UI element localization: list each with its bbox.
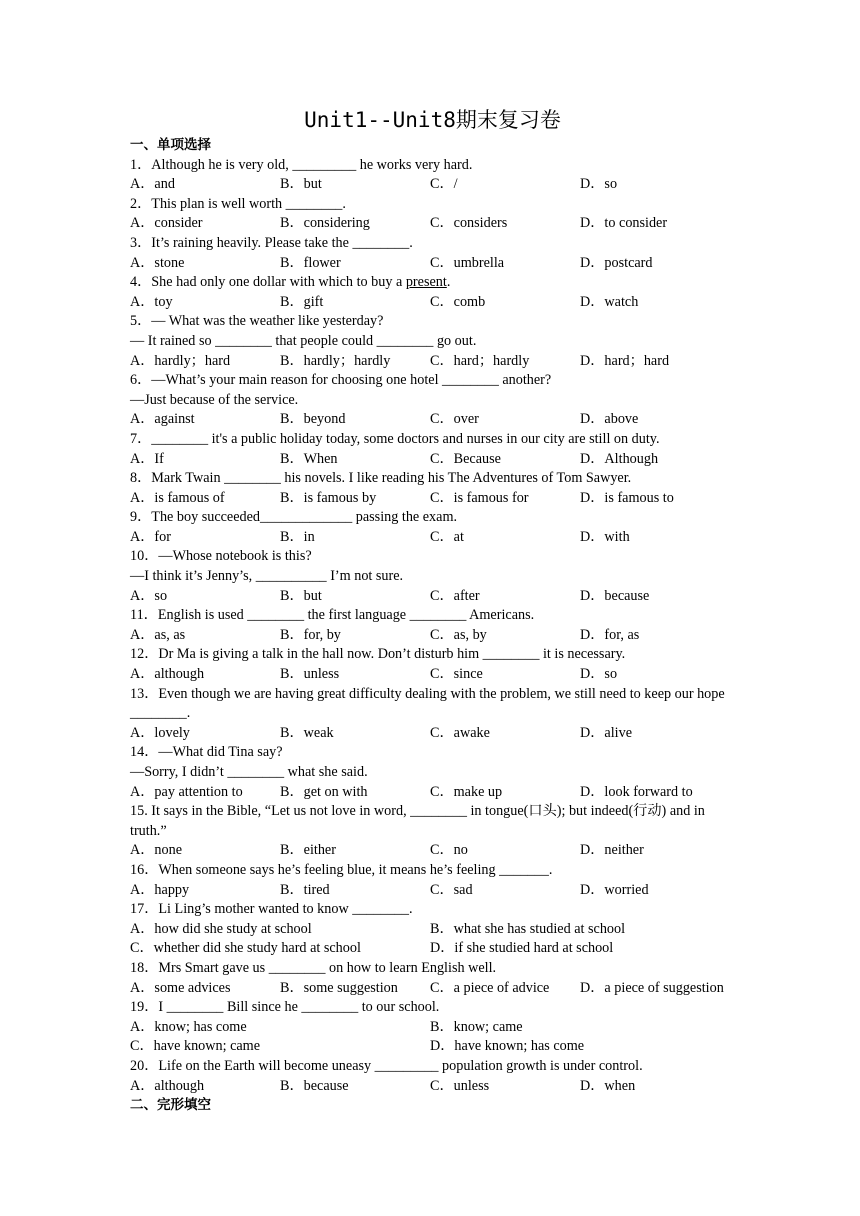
option-c: C．over: [430, 411, 479, 428]
question-stem: 2．This plan is well worth ________.: [130, 195, 346, 212]
option-d: D．a piece of suggestion: [580, 979, 724, 996]
option-a: A．pay attention to: [130, 783, 243, 800]
option-row: [130, 783, 735, 803]
question-stem: 18．Mrs Smart gave us ________ on how to learn English well.: [130, 959, 497, 976]
document-page: [130, 104, 735, 1116]
option-a: A．against: [130, 411, 195, 428]
stem-end: .: [446, 274, 451, 291]
question-15: [130, 802, 735, 861]
question-9: [130, 508, 735, 547]
question-stem: —Just because of the service.: [130, 391, 299, 408]
question-16: [130, 861, 735, 900]
question-1: [130, 156, 735, 195]
option-b: B．because: [280, 1077, 349, 1094]
option-b: B．what she has studied at school: [430, 920, 626, 937]
option-row: [130, 1018, 735, 1038]
option-c: C．make up: [430, 783, 503, 800]
option-d: D．above: [580, 411, 639, 428]
option-d: D．alive: [580, 724, 633, 741]
option-b: B．weak: [280, 724, 334, 741]
option-d: D．have known; has come: [430, 1038, 585, 1055]
option-c: C．a piece of advice: [430, 979, 550, 996]
option-d: D．if she studied hard at school: [430, 940, 614, 957]
question-10: [130, 547, 735, 606]
option-a: A．If: [130, 450, 164, 467]
option-b: B．unless: [280, 666, 340, 683]
option-d: D．hard；hard: [580, 352, 670, 369]
question-stem: —Sorry, I didn’t ________ what she said.: [130, 764, 368, 780]
option-b: B．flower: [280, 254, 341, 271]
option-b: B．tired: [280, 881, 330, 898]
option-d: D．with: [580, 528, 630, 545]
option-c: C．/: [430, 176, 458, 193]
option-row: [130, 410, 735, 430]
question-13: [130, 685, 735, 744]
question-stem: [130, 273, 735, 293]
question-stem: 20．Life on the Earth will become uneasy _________ population growth is under control.: [130, 1057, 643, 1074]
option-a: A．consider: [130, 215, 203, 232]
option-d: D．Although: [580, 450, 659, 467]
option-b: B．gift: [280, 293, 324, 310]
question-11: [130, 606, 735, 645]
question-6: [130, 371, 735, 430]
question-20: [130, 1057, 735, 1096]
question-stem: 17．Li Ling’s mother wanted to know ________.: [130, 901, 413, 918]
option-c: C．have known; came: [130, 1038, 261, 1055]
option-a: A．for: [130, 528, 171, 545]
question-stem: 7．________ it's a public holiday today, some doctors and nurses in our city are still on duty.: [130, 430, 660, 447]
option-row: [130, 1077, 735, 1097]
question-5: [130, 312, 735, 371]
option-b: B．some suggestion: [280, 979, 398, 996]
option-a: A．although: [130, 666, 205, 683]
section-heading-cloze: 二、完形填空: [130, 1097, 211, 1114]
option-d: D．look forward to: [580, 783, 693, 800]
option-c: C．no: [430, 842, 468, 859]
option-b: B．know; came: [430, 1018, 523, 1035]
option-a: A．is famous of: [130, 489, 225, 506]
option-row: [130, 175, 735, 195]
question-stem: 6．—What’s your main reason for choosing one hotel ________ another?: [130, 372, 552, 389]
question-stem: —I think it’s Jenny’s, __________ I’m not sure.: [130, 568, 404, 585]
question-stem: 8．Mark Twain ________ his novels. I like reading his The Adventures of Tom Sawyer.: [130, 470, 632, 487]
option-b: B．When: [280, 450, 338, 467]
question-stem: 10．—Whose notebook is this?: [130, 548, 312, 565]
option-b: B．hardly；hardly: [280, 352, 391, 369]
option-d: D．so: [580, 176, 618, 193]
option-a: A．hardly；hard: [130, 352, 231, 369]
option-c: C．hard；hardly: [430, 352, 530, 369]
option-a: A．toy: [130, 293, 173, 310]
option-c: C．awake: [430, 724, 490, 741]
option-d: D．when: [580, 1077, 636, 1094]
option-row: [130, 450, 735, 470]
option-row: [130, 881, 735, 901]
question-stem: 15. It says in the Bible, “Let us not love in word, ________ in tongue(口头); but indeed(行动) and in truth.”: [130, 803, 705, 839]
option-row: [130, 214, 735, 234]
question-3: [130, 234, 735, 273]
option-row: [130, 1037, 735, 1057]
question-12: [130, 645, 735, 684]
option-d: D．to consider: [580, 215, 668, 232]
option-c: C．sad: [430, 881, 473, 898]
option-d: D．because: [580, 587, 650, 604]
page-title: Unit1--Unit8期末复习卷: [304, 108, 561, 132]
option-b: B．but: [280, 587, 322, 604]
question-7: [130, 430, 735, 469]
question-stem: — It rained so ________ that people could ________ go out.: [130, 332, 477, 349]
option-a: A．and: [130, 176, 175, 193]
option-b: B．for, by: [280, 626, 341, 643]
option-d: D．watch: [580, 293, 639, 310]
option-a: A．as, as: [130, 626, 186, 643]
question-2: [130, 195, 735, 234]
option-a: A．know; has come: [130, 1018, 247, 1035]
option-d: D．worried: [580, 881, 649, 898]
question-stem: 19．I ________ Bill since he ________ to our school.: [130, 999, 440, 1016]
question-stem: 9．The boy succeeded_____________ passing the exam.: [130, 509, 458, 526]
question-stem: 11．English is used ________ the first language ________ Americans.: [130, 607, 535, 624]
option-a: A．although: [130, 1077, 205, 1094]
option-a: A．how did she study at school: [130, 920, 312, 937]
question-stem: 1．Although he is very old, _________ he works very hard.: [130, 156, 473, 173]
option-b: B．get on with: [280, 783, 368, 800]
option-a: A．none: [130, 842, 183, 859]
option-d: D．postcard: [580, 254, 653, 271]
option-d: D．is famous to: [580, 489, 674, 506]
option-c: C．unless: [430, 1077, 490, 1094]
question-stem: 16．When someone says he’s feeling blue, it means he’s feeling _______.: [130, 861, 553, 878]
option-a: A．so: [130, 587, 168, 604]
option-row: [130, 587, 735, 607]
option-c: C．considers: [430, 215, 508, 232]
option-b: B．is famous by: [280, 489, 377, 506]
question-stem: 14．—What did Tina say?: [130, 744, 283, 761]
option-c: C．comb: [430, 293, 486, 310]
option-row: [130, 841, 735, 861]
option-b: B．in: [280, 528, 315, 545]
option-c: C．is famous for: [430, 489, 529, 506]
option-c: C．whether did she study hard at school: [130, 940, 361, 957]
option-b: B．but: [280, 176, 322, 193]
option-row: [130, 939, 735, 959]
question-4: [130, 273, 735, 312]
option-row: [130, 665, 735, 685]
option-c: C．Because: [430, 450, 501, 467]
stem-text: 4．She had only one dollar with which to buy a: [130, 274, 406, 291]
option-c: C．as, by: [430, 626, 487, 643]
option-row: [130, 254, 735, 274]
option-row: [130, 352, 735, 372]
question-14: [130, 743, 735, 802]
question-stem: 12．Dr Ma is giving a talk in the hall now. Don’t disturb him ________ it is necessary.: [130, 646, 626, 663]
option-d: D．so: [580, 666, 618, 683]
question-stem: 13．Even though we are having great difficulty dealing with the problem, we still need to keep our hope ________.: [130, 685, 725, 722]
section-heading-single-choice: 一、单项选择: [130, 137, 211, 153]
option-row: [130, 724, 735, 744]
option-d: D．neither: [580, 842, 644, 859]
option-row: [130, 979, 735, 999]
option-row: [130, 626, 735, 646]
option-c: C．umbrella: [430, 254, 505, 271]
option-a: A．stone: [130, 254, 185, 271]
option-row: [130, 920, 735, 940]
question-17: [130, 900, 735, 959]
option-a: A．happy: [130, 881, 190, 898]
option-row: [130, 489, 735, 509]
underlined-word: present: [405, 274, 447, 291]
option-c: C．after: [430, 587, 480, 604]
option-c: C．at: [430, 528, 464, 545]
question-stem: 5．— What was the weather like yesterday?: [130, 313, 384, 330]
option-b: B．either: [280, 842, 336, 859]
question-8: [130, 469, 735, 508]
option-a: A．lovely: [130, 724, 190, 741]
option-row: [130, 528, 735, 548]
option-b: B．beyond: [280, 411, 346, 428]
option-a: A．some advices: [130, 979, 231, 996]
question-stem: 3．It’s raining heavily. Please take the ________.: [130, 234, 413, 251]
question-18: [130, 959, 735, 998]
option-row: [130, 293, 735, 313]
option-d: D．for, as: [580, 626, 640, 643]
option-c: C．since: [430, 666, 483, 683]
option-b: B．considering: [280, 215, 370, 232]
question-19: [130, 998, 735, 1057]
